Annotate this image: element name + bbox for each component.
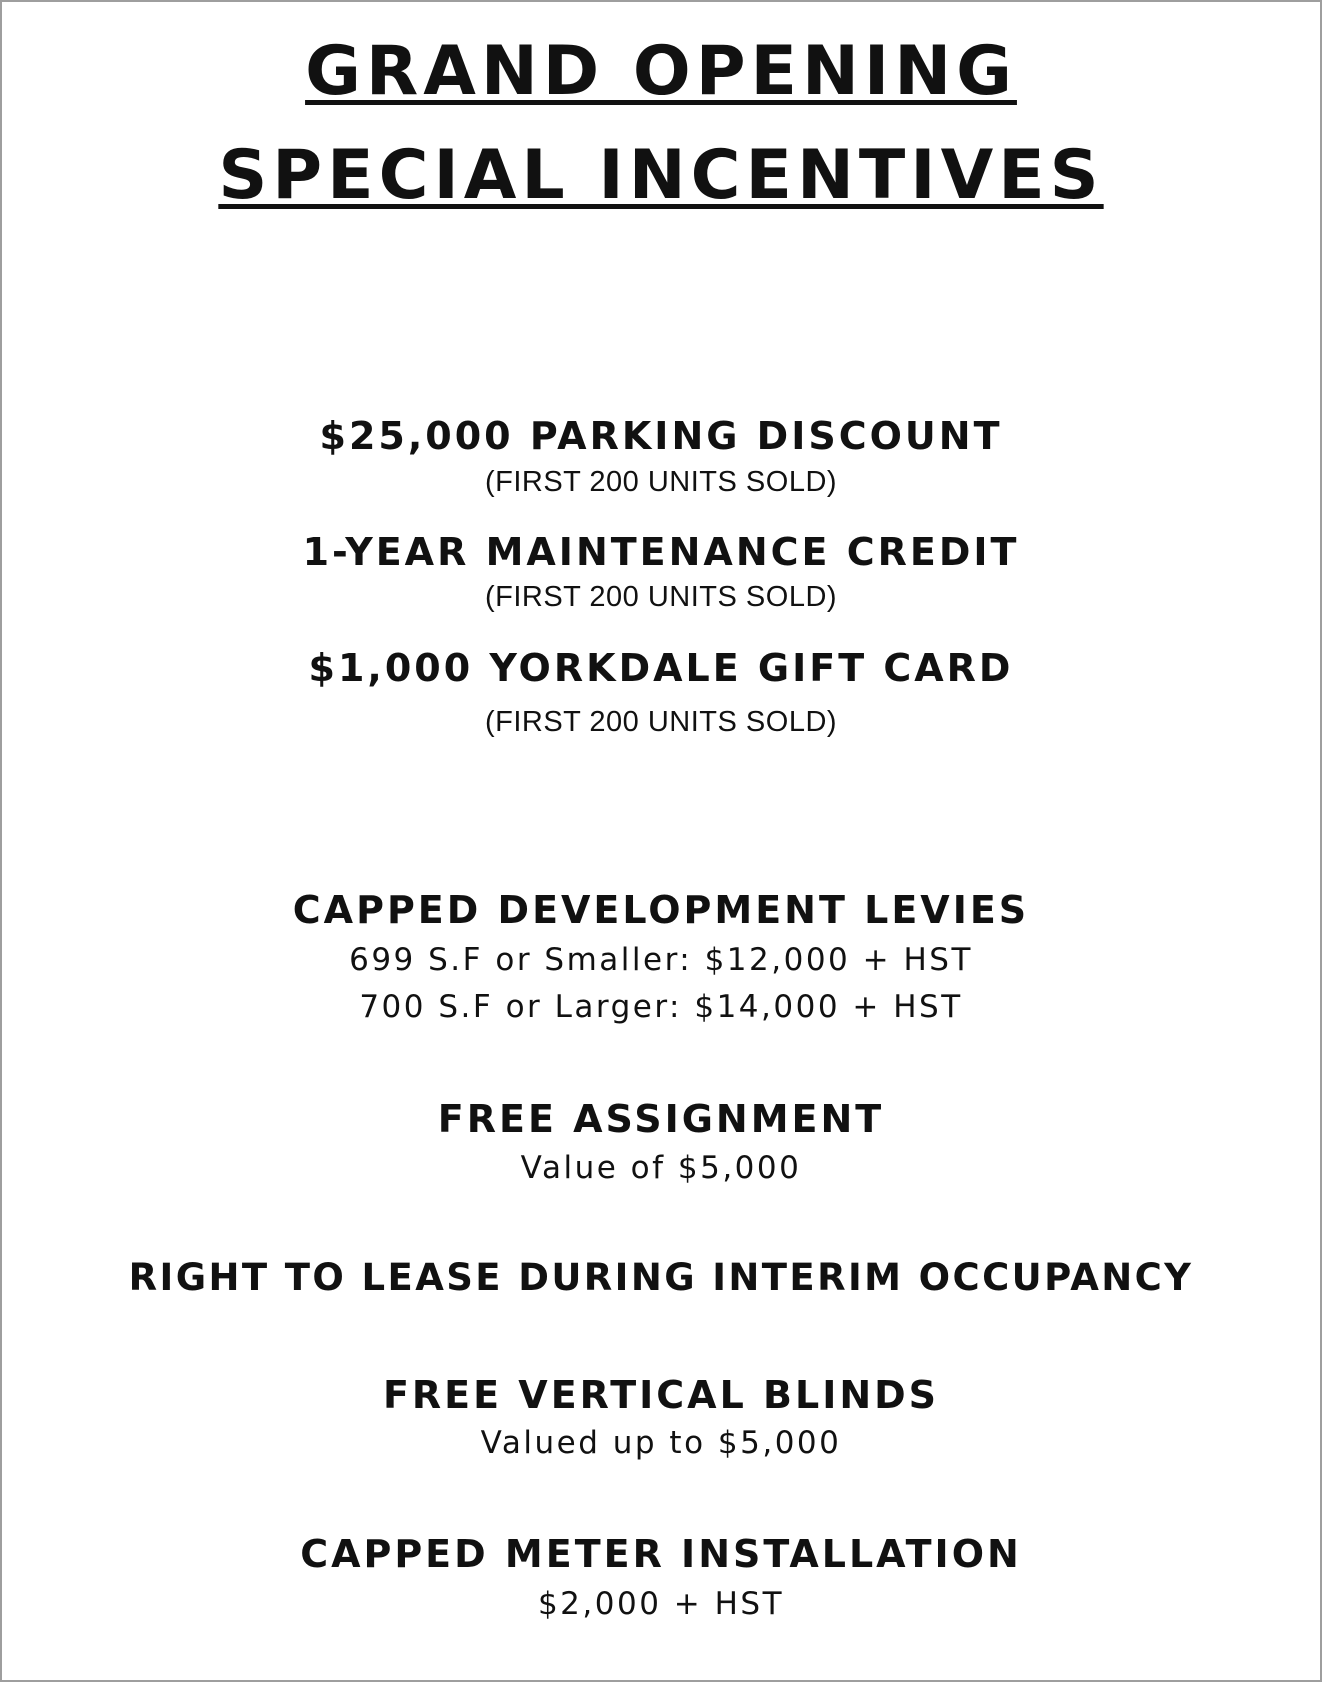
gift-card-note: (FIRST 200 UNITS SOLD) bbox=[484, 706, 838, 738]
free-assignment-detail: Value of $5,000 bbox=[520, 1150, 802, 1186]
meter-installation-detail: $2,000 + HST bbox=[537, 1586, 785, 1622]
development-levies-title: CAPPED DEVELOPMENT LEVIES bbox=[292, 888, 1030, 932]
meter-installation-title: CAPPED METER INSTALLATION bbox=[300, 1532, 1022, 1576]
development-levies-detail-small: 699 S.F or Smaller: $12,000 + HST bbox=[349, 942, 973, 978]
development-levies-detail-large: 700 S.F or Larger: $14,000 + HST bbox=[359, 989, 963, 1025]
vertical-blinds-title: FREE VERTICAL BLINDS bbox=[382, 1373, 940, 1417]
maintenance-credit-note: (FIRST 200 UNITS SOLD) bbox=[484, 581, 838, 613]
parking-discount-title: $25,000 PARKING DISCOUNT bbox=[319, 414, 1003, 458]
right-to-lease-title: RIGHT TO LEASE DURING INTERIM OCCUPANCY bbox=[128, 1256, 1194, 1299]
maintenance-credit-title: 1-YEAR MAINTENANCE CREDIT bbox=[302, 530, 1020, 574]
page-title-line-1: GRAND OPENING bbox=[305, 32, 1017, 111]
free-assignment-title: FREE ASSIGNMENT bbox=[437, 1097, 885, 1141]
parking-discount-note: (FIRST 200 UNITS SOLD) bbox=[484, 466, 838, 498]
page-title-line-2: SPECIAL INCENTIVES bbox=[218, 136, 1104, 215]
vertical-blinds-detail: Valued up to $5,000 bbox=[480, 1425, 842, 1461]
gift-card-title: $1,000 YORKDALE GIFT CARD bbox=[308, 646, 1014, 690]
